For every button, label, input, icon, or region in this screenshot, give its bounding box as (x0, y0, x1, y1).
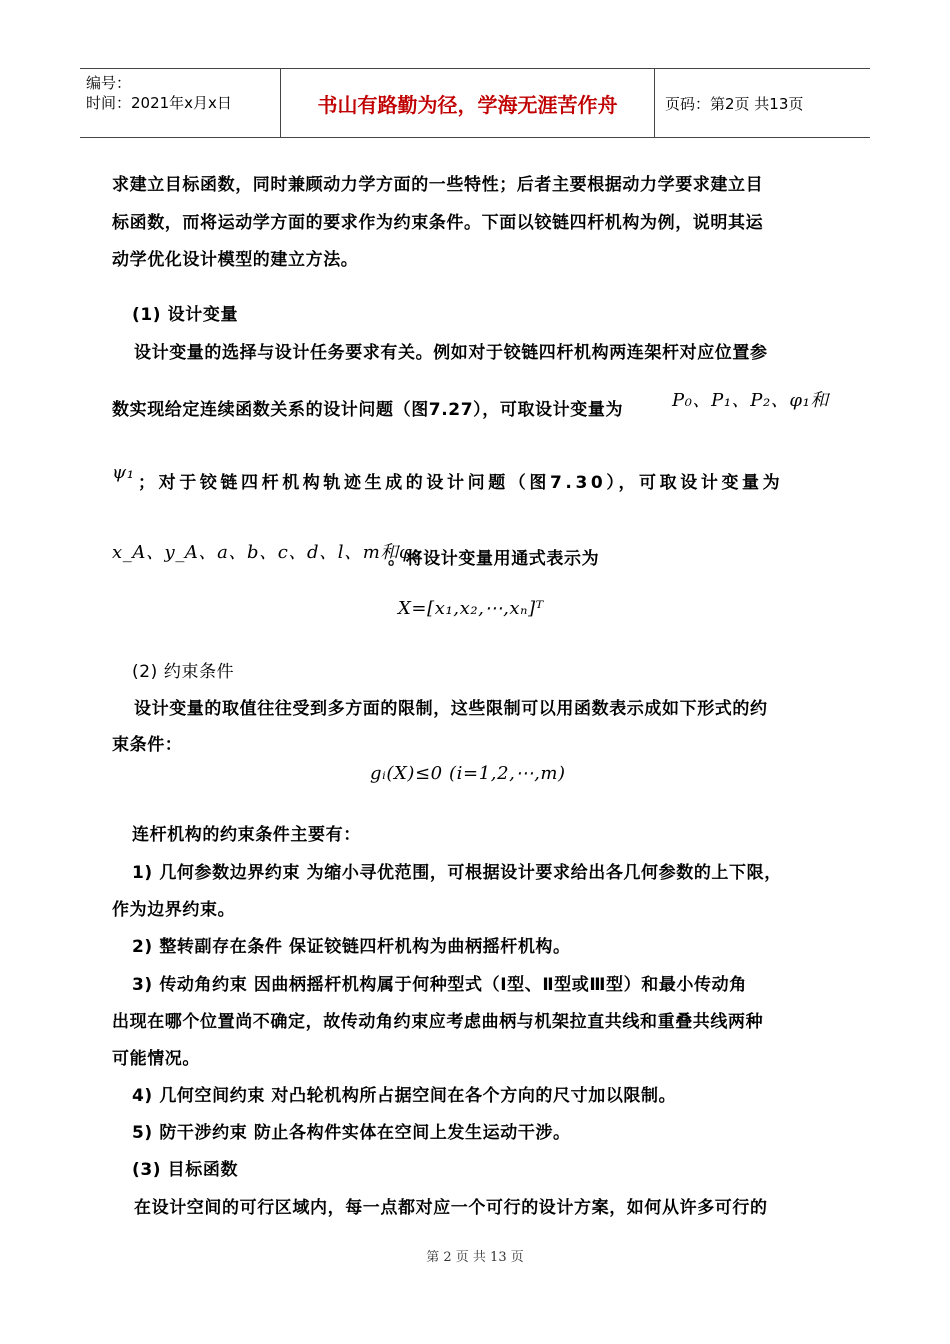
list-item: 5) 防干涉约束 防止各构件实体在空间上发生运动干涉。 (132, 1123, 571, 1143)
paragraph-line: 。将设计变量用通式表示为 (388, 549, 600, 569)
serial-label: 编号： (86, 74, 132, 92)
design-variables-2: x_A、y_A、a、b、c、d、l、m和φ₀ (112, 542, 421, 563)
design-variables-1: P₀、P₁、P₂、φ₁和 (672, 390, 830, 411)
list-item-continued: 可能情况。 (112, 1049, 200, 1069)
paragraph-line: 连杆机构的约束条件主要有： (132, 825, 361, 845)
paragraph-line: 动学优化设计模型的建立方法。 (112, 250, 359, 270)
list-item: 4) 几何空间约束 对凸轮机构所占据空间在各个方向的尺寸加以限制。 (132, 1086, 677, 1106)
section-heading: (3) 目标函数 (132, 1160, 239, 1180)
list-item-continued: 出现在哪个位置尚不确定，故传动角约束应考虑曲柄与机架拉直共线和重叠共线两种 (112, 1012, 764, 1032)
paragraph-line: 设计变量的取值往往受到多方面的限制，这些限制可以用函数表示成如下形式的约 (134, 699, 768, 719)
header-meta (80, 69, 281, 137)
paragraph-line: 标函数，而将运动学方面的要求作为约束条件。下面以铰链四杆机构为例，说明其运 (112, 213, 764, 233)
paragraph-line: 在设计空间的可行区域内，每一点都对应一个可行的设计方案，如何从许多可行的 (134, 1198, 768, 1218)
list-item: 3) 传动角约束 因曲柄摇杆机构属于何种型式（Ⅰ型、Ⅱ型或Ⅲ型）和最小传动角 (132, 975, 747, 995)
list-item-continued: 作为边界约束。 (112, 900, 236, 920)
page-footer: 第 2 页 共 13 页 (426, 1250, 524, 1265)
design-vector-formula: X=[x₁,x₂,⋯,xₙ]ᵀ (398, 598, 544, 619)
section-heading: (1) 设计变量 (132, 305, 239, 325)
paragraph-line: 求建立目标函数，同时兼顾动力学方面的一些特性；后者主要根据动力学要求建立目 (112, 175, 764, 195)
page-header (80, 68, 870, 138)
paragraph-line: 数实现给定连续函数关系的设计问题（图7.27），可取设计变量为 (112, 400, 624, 420)
list-item: 1) 几何参数边界约束 为缩小寻优范围，可根据设计要求给出各几何参数的上下限， (132, 863, 782, 883)
paragraph-line: 设计变量的选择与设计任务要求有关。例如对于铰链四杆机构两连架杆对应位置参 (134, 343, 768, 363)
paragraph-line: 束条件： (112, 735, 183, 755)
header-page-info: 页码：第2页 共13页 (665, 94, 804, 113)
header-motto: 书山有路勤为径，学海无涯苦作舟 (281, 69, 655, 137)
constraint-formula: gᵢ(X)≤0 (i=1,2,⋯,m) (370, 763, 566, 784)
section-heading: (2) 约束条件 (132, 662, 235, 682)
psi-variable: ψ₁ (112, 462, 135, 483)
date-label: 时间：2021年x月x日 (86, 94, 232, 112)
list-item: 2) 整转副存在条件 保证铰链四杆机构为曲柄摇杆机构。 (132, 937, 571, 957)
paragraph-line: ；对于铰链四杆机构轨迹生成的设计问题（图7.30），可取设计变量为 (138, 473, 784, 493)
